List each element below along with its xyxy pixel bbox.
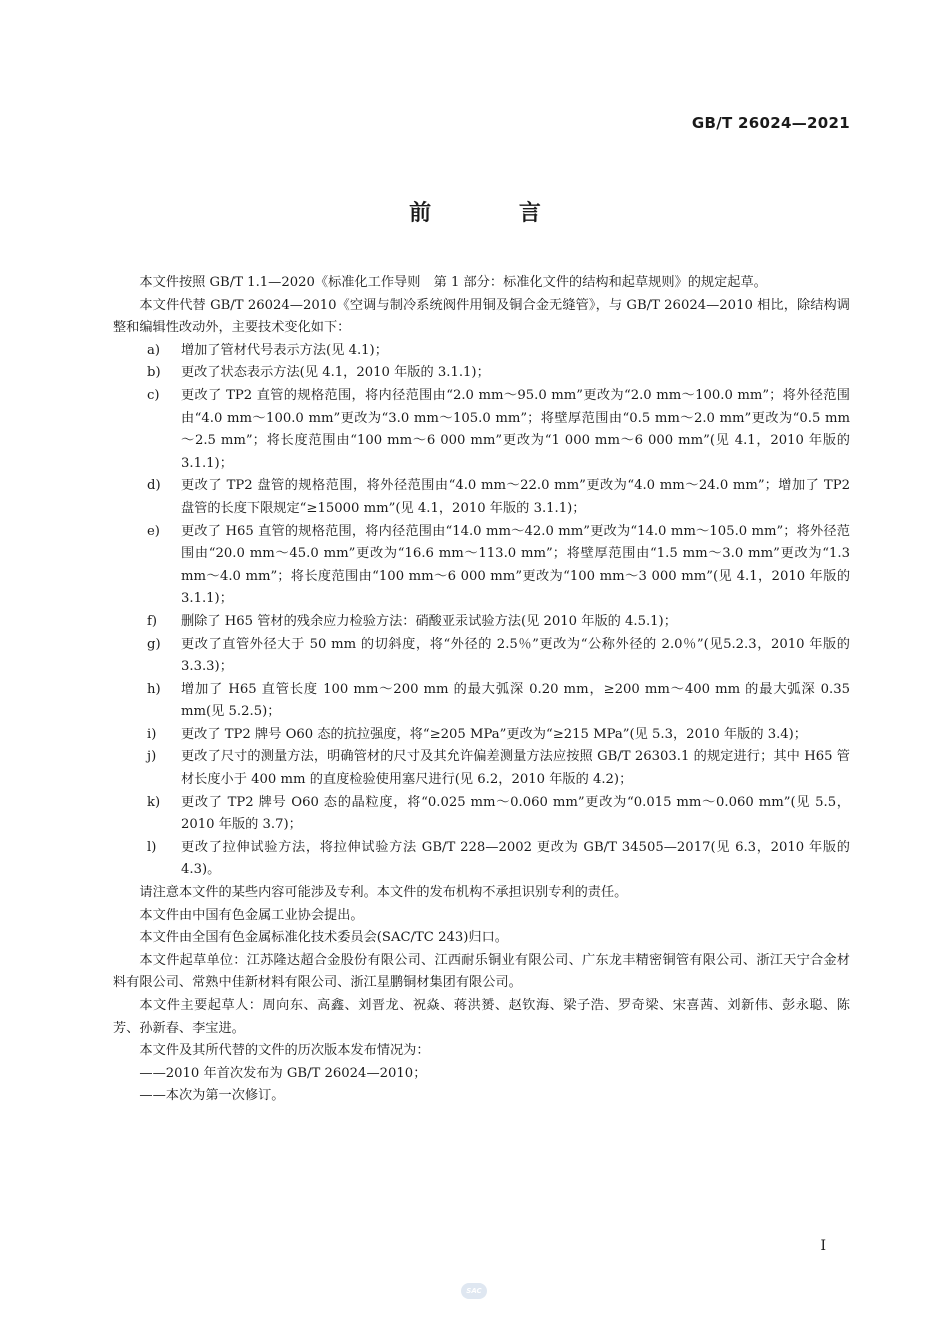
intro-paragraph: 本文件代替 GB/T 26024—2010《空调与制冷系统阀件用铜及铜合金无缝管》，与 GB/T 26024—2010 相比，除结构调整和编辑性改动外，主要技术变化如下： bbox=[113, 297, 850, 336]
change-item bbox=[113, 746, 850, 791]
change-item bbox=[113, 362, 850, 385]
change-label: l) bbox=[147, 839, 157, 855]
page-number: I bbox=[820, 1238, 826, 1254]
change-item bbox=[113, 340, 850, 363]
change-text: 删除了 H65 管材的残余应力检验方法：硝酸亚汞试验方法(见 2010 年版的 4.5.1)； bbox=[181, 613, 677, 629]
change-item bbox=[113, 792, 850, 837]
history-item: ——本次为第一次修订。 bbox=[139, 1088, 285, 1104]
history-intro: 本文件及其所代替的文件的历次版本发布情况为： bbox=[139, 1043, 430, 1059]
change-text: 更改了尺寸的测量方法，明确管材的尺寸及其允许偏差测量方法应按照 GB/T 26303.1 的规定进行；其中 H65 管材长度小于 400 mm 的直度检验使用塞尺进行(见 6.2，2010 年版的 4.2)； bbox=[181, 749, 850, 788]
change-label: g) bbox=[147, 636, 161, 652]
standard-code: GB/T 26024—2021 bbox=[691, 114, 850, 132]
change-item bbox=[113, 521, 850, 611]
change-item bbox=[113, 475, 850, 520]
intro-paragraph: 本文件按照 GB/T 1.1—2020《标准化工作导则 第 1 部分：标准化文件的结构和起草规则》的规定起草。 bbox=[139, 275, 767, 290]
drafters: 本文件主要起草人：周向东、高鑫、刘晋龙、祝焱、蒋洪赟、赵钦海、梁子浩、罗奇梁、宋喜茜、刘新伟、彭永聪、陈芳、孙新春、李宝进。 bbox=[113, 998, 850, 1036]
change-label: i) bbox=[147, 726, 157, 742]
change-text: 更改了 TP2 牌号 O60 态的晶粒度，将“0.025 mm～0.060 mm”更改为“0.015 mm～0.060 mm”(见 5.5，2010 年版的 3.7)； bbox=[181, 794, 850, 833]
change-item bbox=[113, 611, 850, 634]
change-item bbox=[113, 634, 850, 679]
closing-paragraph: 本文件由中国有色金属工业协会提出。 bbox=[139, 907, 364, 923]
change-item bbox=[113, 679, 850, 724]
history-item: ——2010 年首次发布为 GB/T 26024—2010； bbox=[139, 1065, 427, 1081]
sac-logo: SAC bbox=[461, 1283, 487, 1299]
closing-paragraph: 请注意本文件的某些内容可能涉及专利。本文件的发布机构不承担识别专利的责任。 bbox=[139, 885, 628, 901]
change-text: 更改了 TP2 盘管的规格范围，将外径范围由“4.0 mm～22.0 mm”更改为“4.0 mm～24.0 mm”；增加了 TP2 盘管的长度下限规定“≥15000 mm”(见 4.1，2010 年版的 3.1.1)； bbox=[181, 478, 850, 516]
change-text: 更改了 TP2 直管的规格范围，将内径范围由“2.0 mm～95.0 mm”更改为“2.0 mm～100.0 mm”；将外径范围由“4.0 mm～100.0 mm”更改为“3.0 mm～105.0 mm”；将壁厚范围由“0.5 mm～2.0 mm”更改为“0.5 mm～2.5 mm”；将长度范围由“100 mm～6 000 mm”更改为“1 000 mm～6 000 mm”(见 4.1，2010 年版的 3.1.1)； bbox=[181, 387, 850, 471]
drafting-units: 本文件起草单位：江苏隆达超合金股份有限公司、江西耐乐铜业有限公司、广东龙丰精密铜管有限公司、浙江天宁合金材料有限公司、常熟中佳新材料有限公司、浙江星鹏铜材集团有限公司。 bbox=[113, 952, 850, 991]
change-text: 更改了 TP2 牌号 O60 态的抗拉强度，将“≥205 MPa”更改为“≥215 MPa”(见 5.3，2010 年版的 3.4)； bbox=[181, 726, 807, 742]
change-text: 更改了直管外径大于 50 mm 的切斜度，将“外径的 2.5％”更改为“公称外径的 2.0％”(见5.2.3，2010 年版的 3.3.3)； bbox=[181, 636, 850, 675]
change-label: c) bbox=[147, 387, 160, 403]
change-label: d) bbox=[147, 478, 161, 494]
page-title: 前 言 bbox=[409, 201, 581, 226]
change-label: j) bbox=[147, 749, 157, 765]
change-text: 增加了 H65 直管长度 100 mm～200 mm 的最大弧深 0.20 mm，≥200 mm～400 mm 的最大弧深 0.35 mm(见 5.2.5)； bbox=[181, 681, 850, 720]
change-label: k) bbox=[147, 794, 161, 810]
change-text: 更改了 H65 直管的规格范围，将内径范围由“14.0 mm～42.0 mm”更改为“14.0 mm～105.0 mm”；将外径范围由“20.0 mm～45.0 mm”更改为“16.6 mm～113.0 mm”；将壁厚范围由“1.5 mm～3.0 mm”更改为“1.3 mm～4.0 mm”；将长度范围由“100 mm～6 000 mm”更改为“100 mm～3 000 mm”(见 4.1，2010 年版的 3.1.1)； bbox=[181, 523, 850, 607]
change-label: e) bbox=[147, 523, 160, 539]
closing-paragraph: 本文件由全国有色金属标准化技术委员会(SAC/TC 243)归口。 bbox=[139, 930, 508, 946]
change-text: 更改了拉伸试验方法，将拉伸试验方法 GB/T 228—2002 更改为 GB/T 34505—2017(见 6.3，2010 年版的 4.3)。 bbox=[181, 839, 850, 878]
change-text: 增加了管材代号表示方法(见 4.1)； bbox=[181, 342, 388, 358]
change-label: a) bbox=[147, 342, 161, 358]
change-item bbox=[113, 385, 850, 475]
preface-body bbox=[113, 272, 850, 1108]
change-label: h) bbox=[147, 681, 161, 697]
change-label: b) bbox=[147, 365, 161, 381]
change-text: 更改了状态表示方法(见 4.1，2010 年版的 3.1.1)； bbox=[181, 365, 490, 381]
change-item bbox=[113, 837, 850, 882]
change-label: f) bbox=[147, 613, 158, 629]
change-item bbox=[113, 724, 850, 747]
